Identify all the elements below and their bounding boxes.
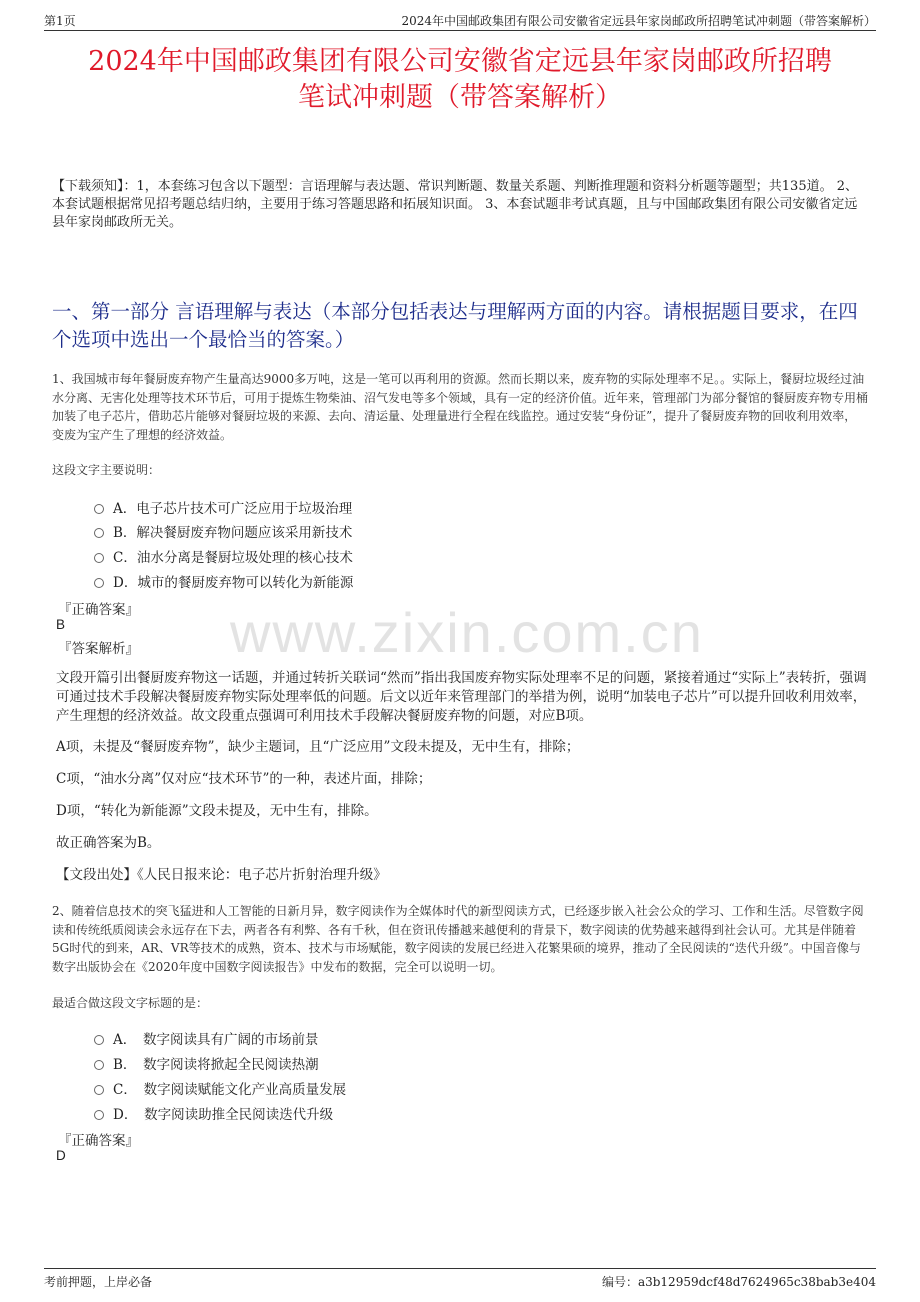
header-doc-title: 2024年中国邮政集团有限公司安徽省定远县年家岗邮政所招聘笔试冲刺题（带答案解析） xyxy=(401,14,876,28)
q1-option-a[interactable]: A．电子芯片技术可广泛应用于垃圾治理 xyxy=(94,497,352,517)
q1-analysis-c: C项，“油水分离”仅对应“技术环节”的一种，表述片面，排除； xyxy=(56,771,432,787)
q1-analysis-label: 『答案解析』 xyxy=(58,641,139,657)
radio-icon[interactable] xyxy=(94,1060,104,1070)
radio-icon[interactable] xyxy=(94,528,104,538)
q2-answer-label: 『正确答案』 xyxy=(58,1133,139,1149)
page-number: 第1页 xyxy=(44,14,76,28)
watermark: www.zixin.com.cn xyxy=(230,601,704,664)
section-title: 一、第一部分 言语理解与表达（本部分包括表达与理解两方面的内容。请根据题目要求，在四个选项中选出一个最恰当的答案。） xyxy=(52,300,858,351)
q1-answer: B xyxy=(56,617,66,632)
radio-icon[interactable] xyxy=(94,578,104,588)
q2-option-c[interactable]: C． 数字阅读赋能文化产业高质量发展 xyxy=(94,1078,346,1098)
q1-option-b[interactable]: B．解决餐厨废弃物问题应该采用新技术 xyxy=(94,521,352,541)
title-line-2: 笔试冲刺题（带答案解析） xyxy=(298,82,622,113)
footer-code: 编号：a3b12959dcf48d7624965c38bab3e404 xyxy=(601,1275,876,1289)
radio-icon[interactable] xyxy=(94,1035,104,1045)
q2-answer: D xyxy=(56,1148,66,1163)
q1-analysis-d: D项，“转化为新能源”文段未提及，无中生有，排除。 xyxy=(56,803,378,819)
q1-answer-label: 『正确答案』 xyxy=(58,602,139,618)
q1-analysis-main: 文段开篇引出餐厨废弃物这一话题，并通过转折关联词“然而”指出我国废弃物实际处理率不足的问题，紧接着通过“实际上”表转折，强调可通过技术手段解决餐厨废弃物实际处理率低的问题。后文以近年来管理部门的举措为例，说明“加装电子芯片”可以提升回收利用效率，产生理想的经济效益。故文段重点强调可利用技术手段解决餐厨废弃物的问题，对应B项。 xyxy=(56,670,867,724)
page-footer xyxy=(44,1268,876,1289)
q1-option-c[interactable]: C．油水分离是餐厨垃圾处理的核心技术 xyxy=(94,546,353,566)
title-line-1: 2024年中国邮政集团有限公司安徽省定远县年家岗邮政所招聘 xyxy=(88,46,832,77)
radio-icon[interactable] xyxy=(94,553,104,563)
q1-stem: 1、我国城市每年餐厨废弃物产生量高达9000多万吨，这是一笔可以再利用的资源。然而长期以来，废弃物的实际处理率不足。。实际上，餐厨垃圾经过油水分离、无害化处理等技术环节后，可用于提炼生物柴油、沼气发电等多个领域，具有一定的经济价值。近年来，管理部门为部分餐馆的餐厨废弃物专用桶加装了电子芯片，借助芯片能够对餐厨垃圾的来源、去向、清运量、处理量进行全程在线监控。通过安装“身份证”，提升了餐厨废弃物的回收利用效率，变废为宝产生了理想的经济效益。 xyxy=(52,372,869,442)
q1-source: 【文段出处】《人民日报来论：电子芯片折射治理升级》 xyxy=(56,867,387,883)
q2-stem: 2、随着信息技术的突飞猛进和人工智能的日新月异，数字阅读作为全媒体时代的新型阅读方式，已经逐步嵌入社会公众的学习、工作和生活。尽管数字阅读和传统纸质阅读会永远存在下去，两者各有利弊、各有千秋，但在资讯传播越来越便利的背景下，数字阅读的优势越来越得到社会认可。尤其是伴随着5G时代的到来，AR、VR等技术的成熟，资本、技术与市场赋能，数字阅读的发展已经进入花繁果硕的境界，推动了全民阅读的“迭代升级”。中国音像与数字出版协会在《2020年度中国数字阅读报告》中发布的数据，完全可以说明一切。 xyxy=(52,904,864,974)
page-header xyxy=(44,8,876,31)
radio-icon[interactable] xyxy=(94,1110,104,1120)
q2-option-b[interactable]: B． 数字阅读将掀起全民阅读热潮 xyxy=(94,1053,319,1073)
q1-analysis-conclusion: 故正确答案为B。 xyxy=(56,835,161,851)
footer-slogan: 考前押题，上岸必备 xyxy=(44,1275,153,1289)
document-title xyxy=(40,44,880,116)
q2-option-a[interactable]: A． 数字阅读具有广阔的市场前景 xyxy=(94,1028,319,1048)
q1-option-d[interactable]: D．城市的餐厨废弃物可以转化为新能源 xyxy=(94,571,353,591)
q1-analysis-a: A项，未提及“餐厨废弃物”，缺少主题词，且“广泛应用”文段未提及，无中生有，排除； xyxy=(56,739,580,755)
download-notice: 【下载须知】：1，本套练习包含以下题型：言语理解与表达题、常识判断题、数量关系题、判断推理题和资料分析题等题型；共135道。 2、本套试题根据常见招考题总结归纳，主要用于练习答题思路和拓展知识面。 3、本套试题非考试真题，且与中国邮政集团有限公司安徽省定远县年家岗邮政所无关。 xyxy=(52,179,858,230)
radio-icon[interactable] xyxy=(94,1085,104,1095)
radio-icon[interactable] xyxy=(94,504,104,514)
q2-option-d[interactable]: D． 数字阅读助推全民阅读迭代升级 xyxy=(94,1103,333,1123)
q2-prompt: 最适合做这段文字标题的是： xyxy=(52,996,209,1010)
q1-prompt: 这段文字主要说明： xyxy=(52,463,161,477)
